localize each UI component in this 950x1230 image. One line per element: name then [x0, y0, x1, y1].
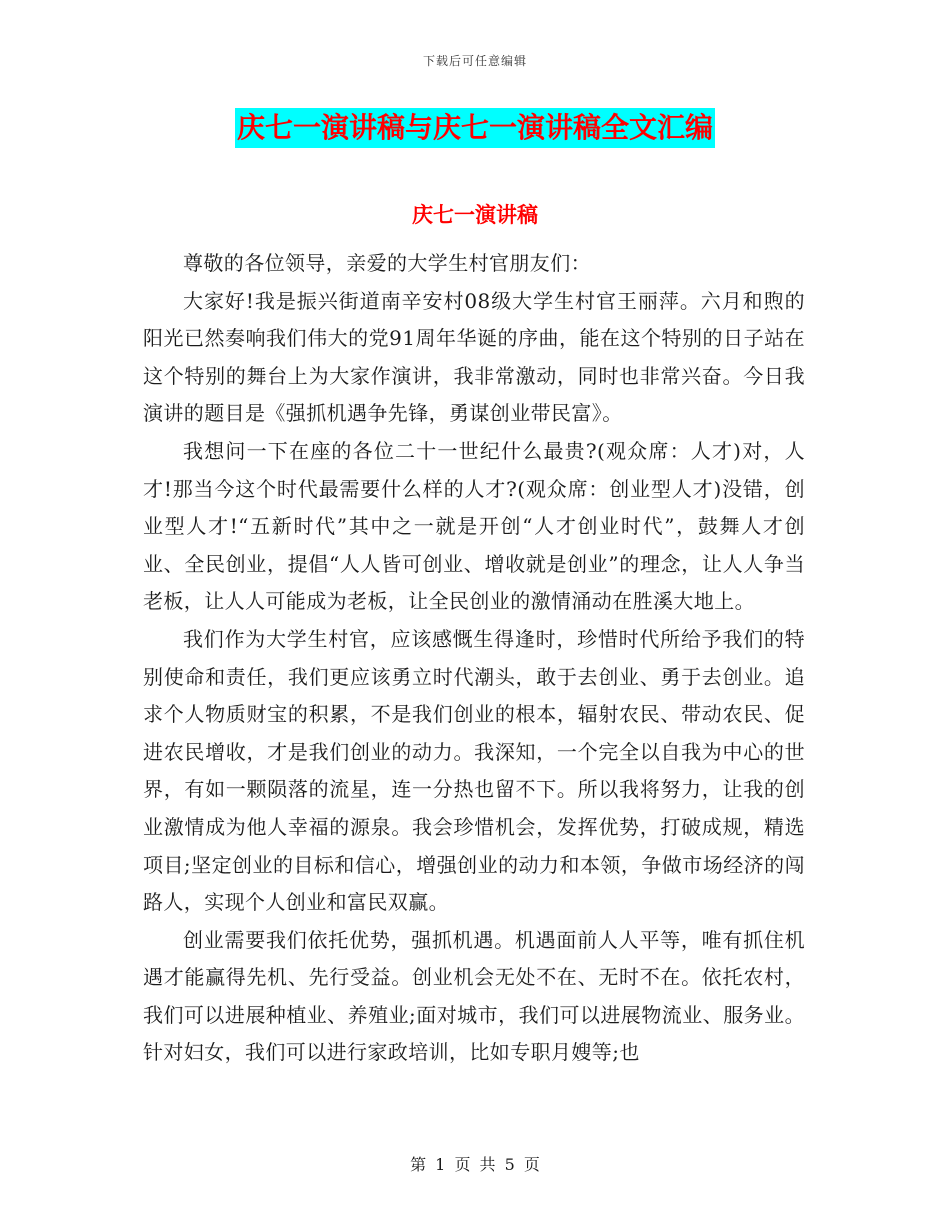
- section-title: 庆七一演讲稿: [412, 202, 538, 227]
- page-footer: 第 1 页 共 5 页: [410, 1155, 540, 1174]
- paragraph: 大家好!我是振兴街道南辛安村08级大学生村官王丽萍。六月和煦的阳光已然奏响我们伟大的党91周年华诞的序曲，能在这个特别的日子站在这个特别的舞台上为大家作演讲，我非常激动，同时也非常兴奋。今日我演讲的题目是《强抓机遇争先锋，勇谋创业带民富》。: [143, 288, 805, 426]
- paragraph: 我想问一下在座的各位二十一世纪什么最贵?(观众席：人才)对，人才!那当今这个时代最需要什么样的人才?(观众席：创业型人才)没错，创业型人才!“五新时代”其中之一就是开创“人才创业时代”，鼓舞人才创业、全民创业，提倡“人人皆可创业、增收就是创业”的理念，让人人争当老板，让人人可能成为老板，让全民创业的激情涌动在胜溪大地上。: [143, 438, 805, 614]
- paragraph: 创业需要我们依托优势，强抓机遇。机遇面前人人平等，唯有抓住机遇才能赢得先机、先行受益。创业机会无处不在、无时不在。依托农村，我们可以进展种植业、养殖业;面对城市，我们可以进展物流业、服务业。针对妇女，我们可以进行家政培训，比如专职月嫂等;也: [143, 927, 805, 1065]
- document-body: [143, 245, 805, 1072]
- header-note: 下载后可任意编辑: [422, 54, 527, 68]
- document-title: 庆七一演讲稿与庆七一演讲稿全文汇编: [235, 108, 715, 148]
- title-container: [0, 108, 950, 148]
- paragraph-salutation: 尊敬的各位领导，亲爱的大学生村官朋友们：: [183, 251, 591, 275]
- paragraph: 我们作为大学生村官，应该感慨生得逢时，珍惜时代所给予我们的特别使命和责任，我们更应该勇立时代潮头，敢于去创业、勇于去创业。追求个人物质财宝的积累，不是我们创业的根本，辐射农民、带动农民、促进农民增收，才是我们创业的动力。我深知，一个完全以自我为中心的世界，有如一颗陨落的流星，连一分热也留不下。所以我将努力，让我的创业激情成为他人幸福的源泉。我会珍惜机会，发挥优势，打破成规，精选项目;坚定创业的目标和信心，增强创业的动力和本领，争做市场经济的闯路人，实现个人创业和富民双赢。: [143, 626, 805, 915]
